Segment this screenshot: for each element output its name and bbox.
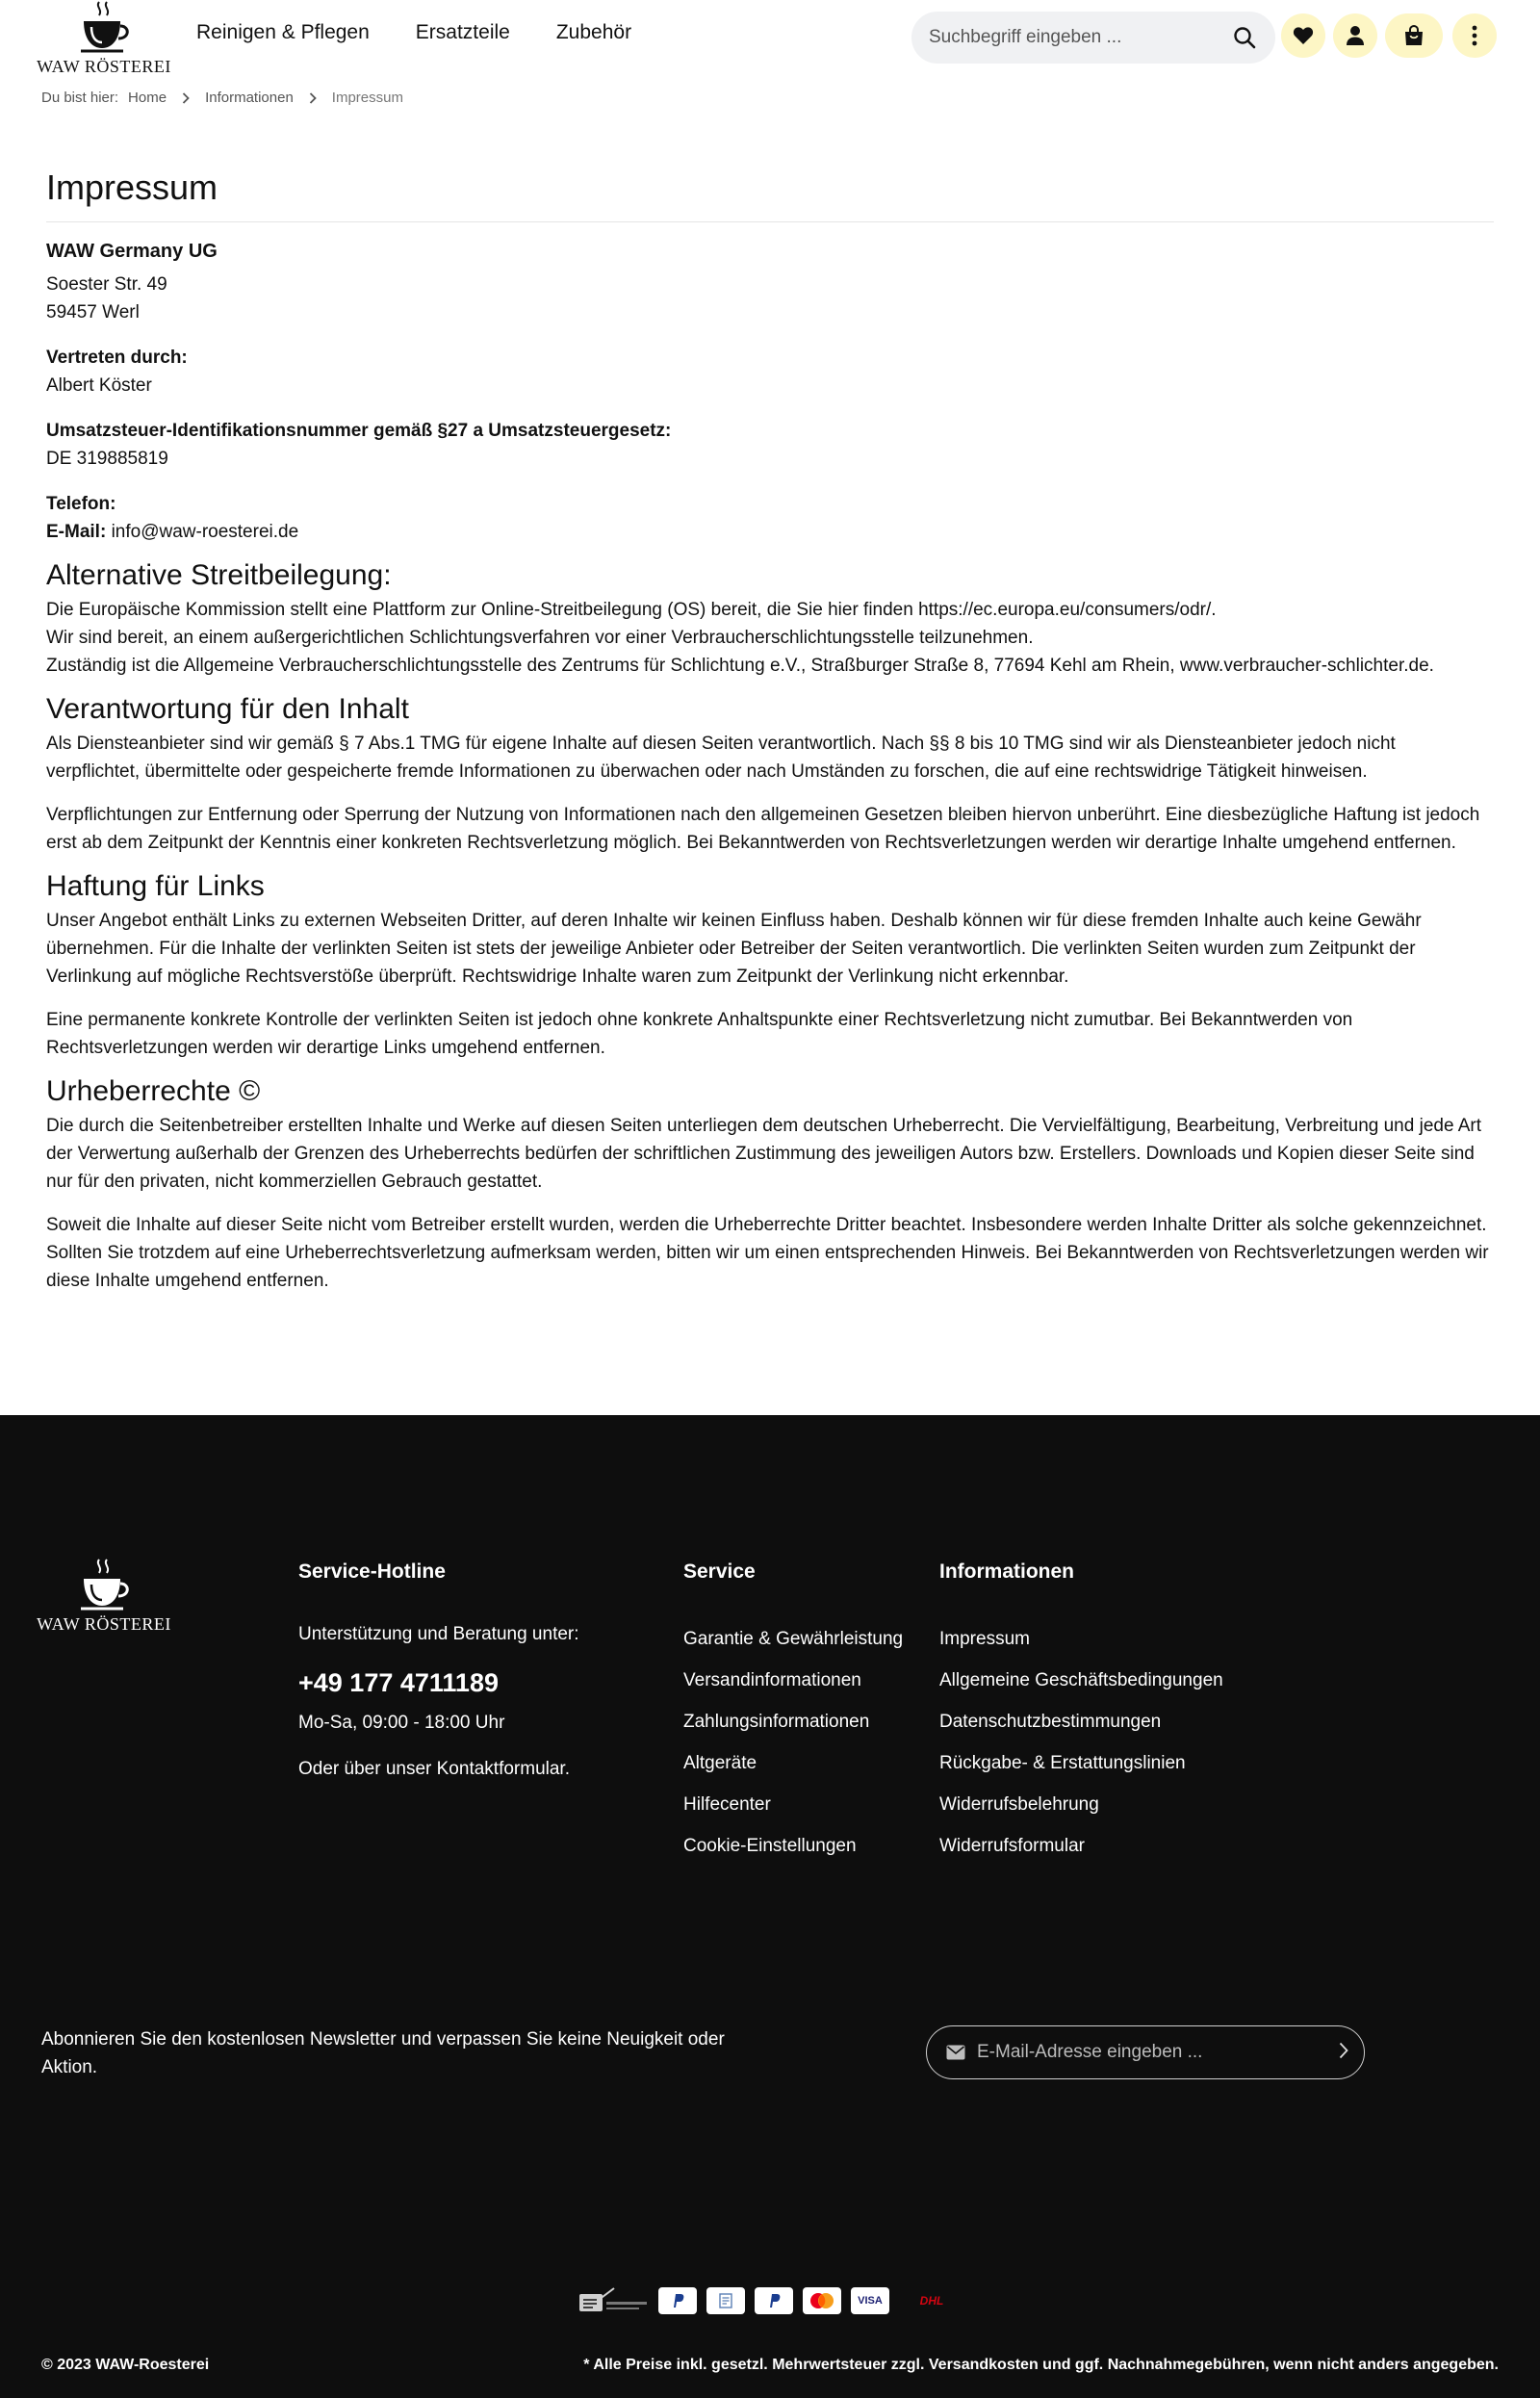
paragraph: Zuständig ist die Allgemeine Verbraucherschlichtungsstelle des Zentrums für Schlichtung e.V., Straßburger Straße 8, 77694 Kehl am Rhein, www.verbraucher-schlichter.de. (46, 656, 1434, 676)
hotline-phone[interactable]: +49 177 4711189 (298, 1668, 499, 1697)
newsletter-submit-button[interactable] (1339, 2042, 1348, 2064)
logo-text: WAW RÖSTEREI (37, 57, 171, 76)
main-nav (196, 21, 631, 44)
vat-value: DE 319885819 (46, 449, 168, 469)
vat-label: Umsatzsteuer-Identifikationsnummer gemäß §27 a Umsatzsteuergesetz: (46, 421, 672, 441)
rechnung-icon (578, 2287, 649, 2314)
footer-service (683, 1558, 905, 1869)
represented-label: Vertreten durch: (46, 348, 188, 368)
site-footer (0, 1415, 1540, 2398)
site-header (0, 0, 1540, 77)
breadcrumb-current: Impressum (331, 90, 403, 106)
more-menu-button[interactable] (1452, 13, 1497, 58)
breadcrumb (41, 90, 403, 106)
user-icon (1346, 25, 1365, 46)
chevron-right-icon (309, 92, 317, 104)
represented-value: Albert Köster (46, 375, 152, 396)
paragraph: Soweit die Inhalte auf dieser Seite nicht vom Betreiber erstellt wurden, werden die Urheberrechte Dritter beachtet. Insbesondere werden Inhalte Dritter als solche gekennzeichnet. Sollten Sie trotzdem auf eine Urheberrechtsverletzung aufmerksam werden, bitten wir um einen entsprechenden Hinweis. Bei Bekanntwerden von Rechtsverletzungen werden wir diese Inhalte umgehend entfernen. (46, 1215, 1489, 1291)
search-bar (911, 12, 1275, 64)
newsletter-email-input[interactable] (977, 2042, 1339, 2063)
more-vertical-icon (1472, 25, 1477, 46)
title-divider (46, 221, 1494, 222)
footer-link-cookie[interactable]: Cookie-Einstellungen (683, 1836, 857, 1856)
footer-link-garantie[interactable]: Garantie & Gewährleistung (683, 1629, 904, 1649)
nav-item-zubehoer[interactable]: Zubehör (555, 21, 632, 43)
mastercard-icon (803, 2287, 841, 2314)
nav-item-reinigen-pflegen[interactable]: Reinigen & Pflegen (196, 21, 370, 43)
site-logo[interactable] (38, 0, 169, 77)
paragraph: Die durch die Seitenbetreiber erstellten Inhalte und Werke auf diesen Seiten unterliegen dem deutschen Urheberrecht. Die Vervielfältigung, Bearbeitung, Verbreitung und jede Art der Verwertung außerhalb der Grenzen des Urheberrechts bedürfen der schriftlichen Zustimmung des jeweiligen Autors bzw. Erstellers. Downloads und Kopien dieser Seite sind nur für den privaten, nicht kommerziellen Gebrauch gestattet. (46, 1116, 1482, 1192)
section-heading-haftung: Haftung für Links (46, 870, 265, 902)
paragraph: Wir sind bereit, an einem außergerichtlichen Schlichtungsverfahren vor einer Verbraucherschlichtungsstelle teilzunehmen. (46, 628, 1034, 648)
email-label: E-Mail: (46, 522, 107, 542)
account-button[interactable] (1333, 13, 1377, 58)
page-title: Impressum (46, 168, 218, 207)
chevron-right-icon (182, 92, 190, 104)
payment-methods (578, 2287, 964, 2314)
footer-link-impressum[interactable]: Impressum (939, 1629, 1030, 1649)
footer-link-datenschutz[interactable]: Datenschutzbestimmungen (939, 1712, 1162, 1732)
footer-link-widerrufsbelehrung[interactable]: Widerrufsbelehrung (939, 1794, 1099, 1815)
footer-link-hilfecenter[interactable]: Hilfecenter (683, 1794, 771, 1815)
hotline-support-text: Unterstützung und Beratung unter: (298, 1624, 579, 1644)
hotline-contact-link[interactable]: Oder über unser Kontaktformular. (298, 1759, 570, 1779)
dhl-icon: DHL (919, 2294, 944, 2308)
footer-info-links (939, 1621, 1228, 1865)
footer-logo-text: WAW RÖSTEREI (37, 1614, 171, 1634)
email-line (46, 518, 1494, 546)
coffee-cup-icon (78, 1558, 130, 1613)
footer-link-agb[interactable]: Allgemeine Geschäftsbedingungen (939, 1670, 1223, 1690)
breadcrumb-home[interactable]: Home (128, 90, 167, 106)
vat-note: * Alle Preise inkl. gesetzl. Mehrwertsteuer zzgl. Versandkosten und ggf. Nachnahmegebühren, wenn nicht anders angegeben. (583, 2357, 1499, 2373)
address-city: 59457 Werl (46, 302, 140, 322)
heart-icon (1293, 26, 1314, 45)
section-heading-verantwortung: Verantwortung für den Inhalt (46, 693, 409, 725)
search-icon (1233, 26, 1256, 49)
paragraph: Verpflichtungen zur Entfernung oder Sperrung der Nutzung von Informationen nach den allgemeinen Gesetzen bleiben hiervon unberührt. Eine diesbezügliche Haftung ist jedoch erst ab dem Zeitpunkt der Kenntnis einer konkreten Rechtsverletzung möglich. Bei Bekanntwerden von Rechtsverletzungen werden wir derartige Inhalte umgehend entfernen. (46, 805, 1480, 853)
mail-icon (946, 2045, 965, 2060)
section-heading-streitbeilegung: Alternative Streitbeilegung: (46, 559, 392, 591)
paypal-icon (658, 2287, 697, 2314)
newsletter-text: Abonnieren Sie den kostenlosen Newsletter und verpassen Sie keine Neuigkeit oder Aktion. (41, 2029, 725, 2077)
company-name: WAW Germany UG (46, 241, 218, 262)
footer-link-altgeraete[interactable]: Altgeräte (683, 1753, 757, 1773)
footer-service-heading: Service (683, 1560, 756, 1583)
paragraph: Eine permanente konkrete Kontrolle der verlinkten Seiten ist jedoch ohne konkrete Anhaltspunkte einer Rechtsverletzung nicht zumutbar. Bei Bekanntwerden von Rechtsverletzungen werden wir derartige Links umgehend entfernen. (46, 1010, 1353, 1058)
footer-logo[interactable] (38, 1558, 169, 1635)
phone-label: Telefon: (46, 494, 116, 514)
email-value: info@waw-roesterei.de (111, 522, 299, 542)
wishlist-button[interactable] (1281, 13, 1325, 58)
newsletter-form (926, 2025, 1365, 2079)
paypal-express-icon (755, 2287, 793, 2314)
footer-link-rueckgabe[interactable]: Rückgabe- & Erstattungslinien (939, 1753, 1186, 1773)
chevron-right-icon (1339, 2042, 1348, 2059)
footer-link-widerrufsformular[interactable]: Widerrufsformular (939, 1836, 1085, 1856)
invoice-icon (706, 2287, 745, 2314)
cart-button[interactable] (1385, 13, 1443, 58)
hotline-hours: Mo-Sa, 09:00 - 18:00 Uhr (298, 1713, 505, 1733)
footer-service-links (683, 1621, 905, 1865)
header-actions (1281, 13, 1497, 58)
paragraph: Als Diensteanbieter sind wir gemäß § 7 Abs.1 TMG für eigene Inhalte auf diesen Seiten verantwortlich. Nach §§ 8 bis 10 TMG sind wir als Diensteanbieter jedoch nicht verpflichtet, übermittelte oder gespeicherte fremde Informationen zu überwachen oder nach Umständen zu forschen, die auf eine rechtswidrige Tätigkeit hinweisen. (46, 734, 1396, 782)
bag-icon (1403, 25, 1424, 46)
search-input[interactable] (929, 27, 1231, 48)
breadcrumb-label: Du bist hier: (41, 90, 119, 106)
footer-hotline (298, 1558, 606, 1783)
footer-hotline-heading: Service-Hotline (298, 1560, 446, 1583)
nav-item-ersatzteile[interactable]: Ersatzteile (415, 21, 510, 43)
copyright: © 2023 WAW-Roesterei (41, 2357, 210, 2373)
address-street: Soester Str. 49 (46, 274, 167, 295)
footer-info-heading: Informationen (939, 1560, 1074, 1583)
coffee-cup-icon (78, 0, 130, 56)
footer-link-versand[interactable]: Versandinformationen (683, 1670, 861, 1690)
footer-informationen (939, 1558, 1228, 1869)
breadcrumb-informationen[interactable]: Informationen (205, 90, 294, 106)
search-button[interactable] (1231, 24, 1258, 51)
paragraph: Die Europäische Kommission stellt eine Plattform zur Online-Streitbeilegung (OS) bereit, die Sie hier finden https://ec.europa.eu/consumers/odr/. (46, 600, 1217, 620)
paragraph: Unser Angebot enthält Links zu externen Webseiten Dritter, auf deren Inhalte wir keinen Einfluss haben. Deshalb können wir für diese fremden Inhalte auch keine Gewähr übernehmen. Für die Inhalte der verlinkten Seiten ist stets der jeweilige Anbieter oder Betreiber der Seiten verantwortlich. Die verlinkten Seiten wurden zum Zeitpunkt der Verlinkung auf mögliche Rechtsverstöße überprüft. Rechtswidrige Inhalte waren zum Zeitpunkt der Verlinkung nicht erkennbar. (46, 911, 1422, 987)
footer-link-zahlung[interactable]: Zahlungsinformationen (683, 1712, 870, 1732)
section-heading-urheberrechte: Urheberrechte © (46, 1075, 261, 1107)
impressum-content (46, 164, 1494, 1295)
visa-icon: VISA (851, 2287, 889, 2314)
